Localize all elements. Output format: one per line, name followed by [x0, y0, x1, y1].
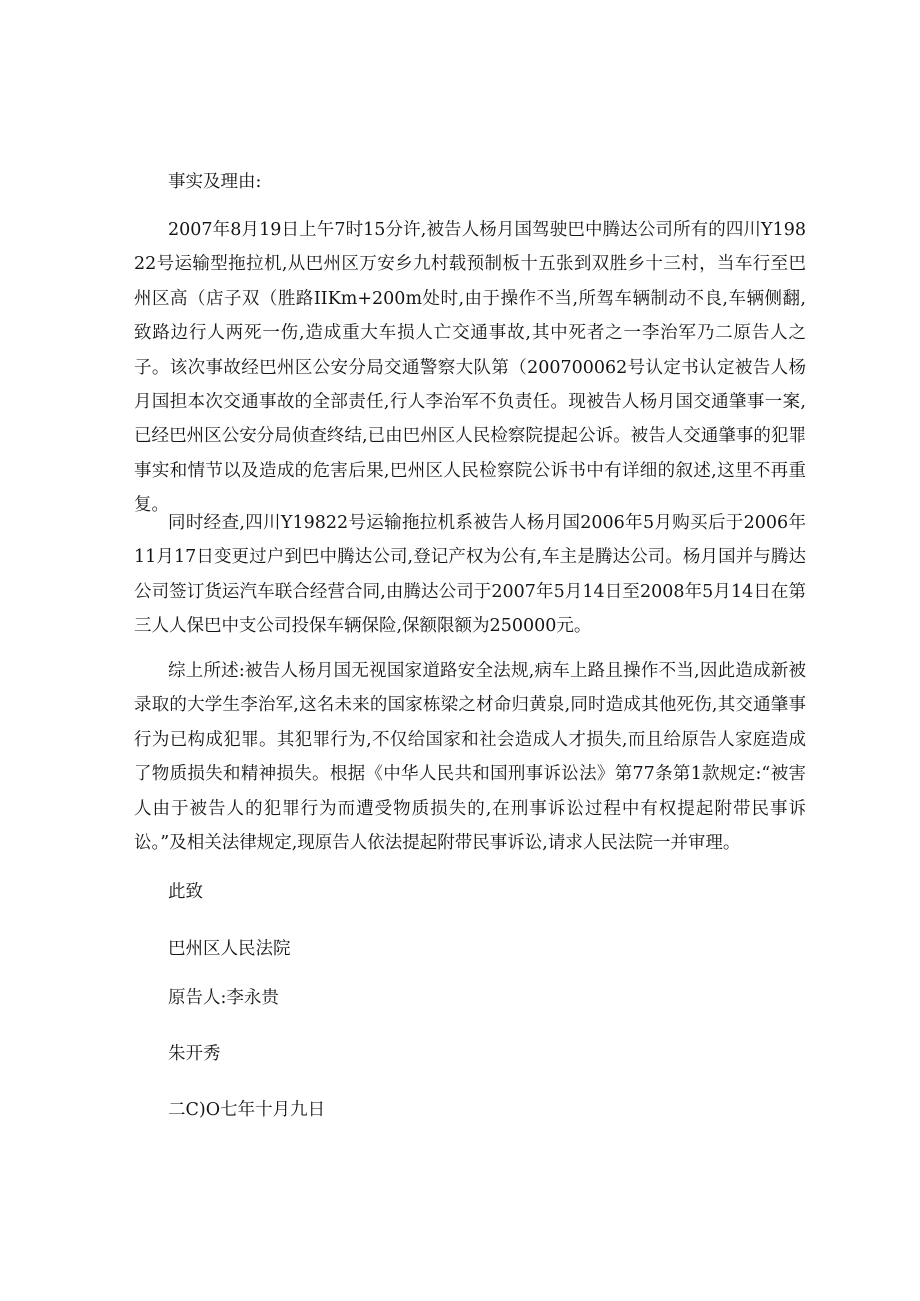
plaintiff-signature-2: 朱开秀 — [168, 1044, 221, 1064]
section-heading: 事实及理由: — [168, 172, 262, 192]
paragraph-conclusion: 综上所述:被告人杨月国无视国家道路安全法规,病车上路且操作不当,因此造成新被录取的大学生李治军,这名未来的国家栋梁之材命归黄泉,同时造成其他死伤,其交通肇事行为已构成犯罪。其犯罪行为,不仅给国家和社会造成人才损失,而且给原告人家庭造成了物质损失和精神损失。根据《中华人民共和国刑事诉讼法》第77条第1款规定:“被害人由于被告人的犯罪行为而遭受物质损失的,在刑事诉讼过程中有权提起附带民事诉讼。”及相关法律规定,现原告人依法提起附带民事诉讼,请求人民法院一并审理。 — [134, 661, 806, 854]
recipient-court: 巴州区人民法院 — [168, 939, 291, 959]
plaintiff-signature-1: 原告人:李永贵 — [168, 988, 279, 1008]
salutation: 此致 — [168, 882, 203, 902]
paragraph-vehicle-ownership: 同时经查,四川Y19822号运输拖拉机系被告人杨月国2006年5月购买后于2006年11月17日变更过户到巴中腾达公司,登记产权为公有,车主是腾达公司。杨月国并与腾达公司签订货运汽车联合经营合同,由腾达公司于2007年5月14日至2008年5月14日在第三人人保巴中支公司投保车辆保险,保额限额为250000元。 — [134, 513, 806, 637]
paragraph-facts: 2007年8月19日上午7时15分许,被告人杨月国驾驶巴中腾达公司所有的四川Y19822号运输型拖拉机,从巴州区万安乡九村载预制板十五张到双胜乡十三村，当车行至巴州区高（店子双（胜路IIKm+200m处时,由于操作不当,所驾车辆制动不良,车辆侧翻,致路边行人两死一伤,造成重大车损人亡交通事故,其中死者之一李治军乃二原告人之子。该次事故经巴州区公安分局交通警察大队第（200700062号认定书认定被告人杨月国担本次交通事故的全部责任,行人李治军不负责任。现被告人杨月国交通肇事一案,已经巴州区公安分局侦查终结,已由巴州区人民检察院提起公诉。被告人交通肇事的犯罪事实和情节以及造成的危害后果,巴州区人民检察院公诉书中有详细的叙述,这里不再重复。 — [134, 220, 806, 516]
document-date: 二C)O七年十月九日 — [168, 1100, 326, 1120]
